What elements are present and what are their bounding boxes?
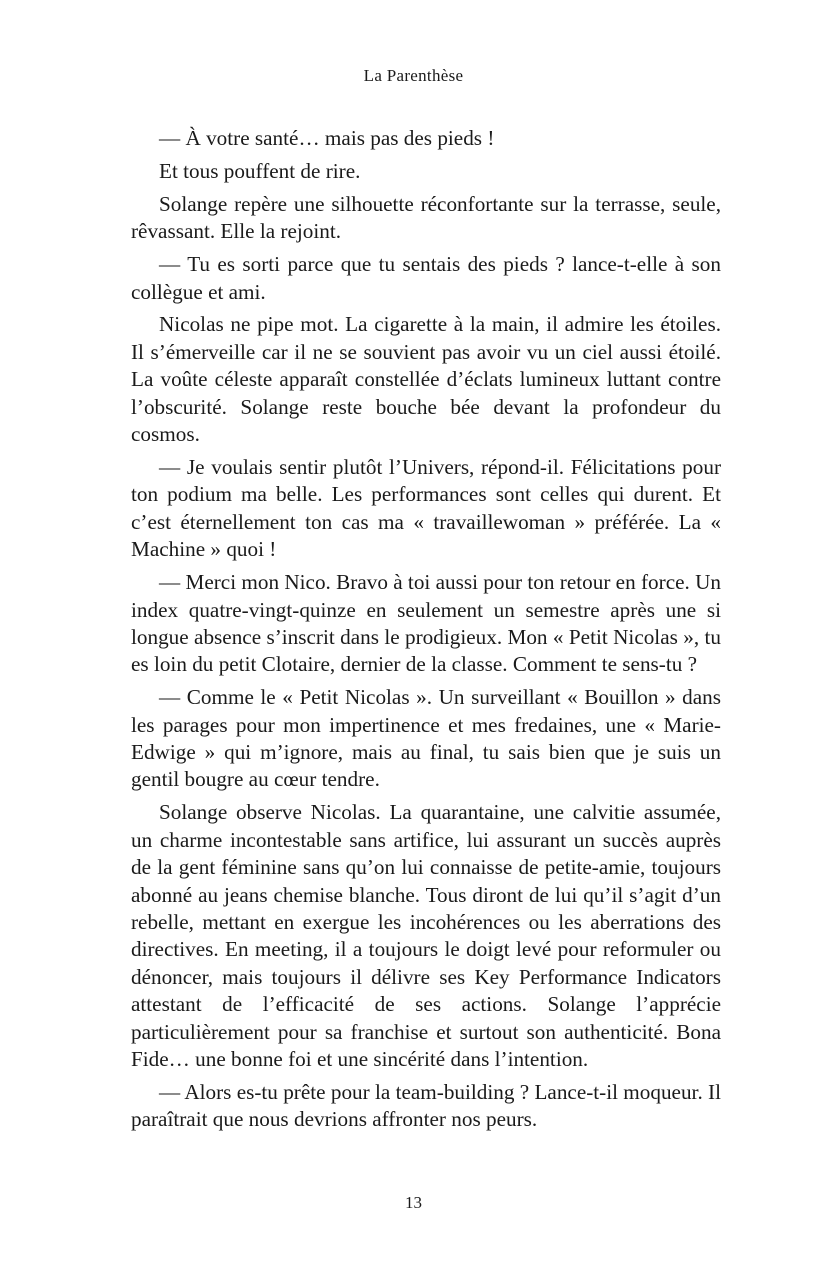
- paragraph: — Comme le « Petit Nicolas ». Un surveillant « Bouillon » dans les parages pour mon impertinence et mes fredaines, une « Marie-Edwige » qui m’ignore, mais au final, tu sais bien que je suis un gentil bougre au cœur tendre.: [131, 685, 721, 792]
- paragraph: — Alors es-tu prête pour la team-building ? Lance-t-il moqueur. Il paraîtrait que nous devrions affronter nos peurs.: [131, 1079, 721, 1132]
- paragraph: Solange repère une silhouette réconfortante sur la terrasse, seule, rêvassant. Elle la rejoint.: [131, 191, 721, 244]
- body-text: [131, 125, 721, 1139]
- paragraph: Et tous pouffent de rire.: [159, 158, 361, 183]
- page-number: 13: [405, 1193, 422, 1212]
- paragraph: — Je voulais sentir plutôt l’Univers, répond-il. Félicitations pour ton podium ma belle. Les performances sont celles qui durent. Et c’est éternellement ton cas ma « travaillewoman » préférée. La « Machine » quoi !: [131, 454, 721, 562]
- paragraph: Solange observe Nicolas. La quarantaine, une calvitie assumée, un charme incontestable sans artifice, lui assurant un succès auprès de la gent féminine sans qu’on lui connaisse de petite-amie, toujours abonné au jeans chemise blanche. Tous diront de lui qu’il s’agit d’un rebelle, mettant en exergue les incohérences ou les aberrations des directives. En meeting, il a toujours le doigt levé pour reformuler ou dénoncer, mais toujours il délivre ses Key Performance Indicators attestant de l’efficacité de ses actions. Solange l’apprécie particulièrement pour sa franchise et surtout son authenticité. Bona Fide… une bonne foi et une sincérité dans l’intention.: [131, 800, 721, 1071]
- paragraph: — À votre santé… mais pas des pieds !: [159, 126, 495, 150]
- paragraph: — Merci mon Nico. Bravo à toi aussi pour ton retour en force. Un index quatre-vingt-quinze en seulement un semestre après une si longue absence s’inscrit dans le prodigieux. Mon « Petit Nicolas », tu es loin du petit Clotaire, dernier de la classe. Comment te sens-tu ?: [131, 570, 721, 677]
- running-title: La Parenthèse: [363, 66, 464, 85]
- paragraph: Nicolas ne pipe mot. La cigarette à la main, il admire les étoiles. Il s’émerveille car il ne se souvient pas avoir vu un ciel aussi étoilé. La voûte céleste apparaît constellée d’éclats lumineux luttant contre l’obscurité. Solange reste bouche bée devant la profondeur du cosmos.: [131, 312, 721, 447]
- paragraph: — Tu es sorti parce que tu sentais des pieds ? lance-t-elle à son collègue et ami.: [131, 252, 721, 304]
